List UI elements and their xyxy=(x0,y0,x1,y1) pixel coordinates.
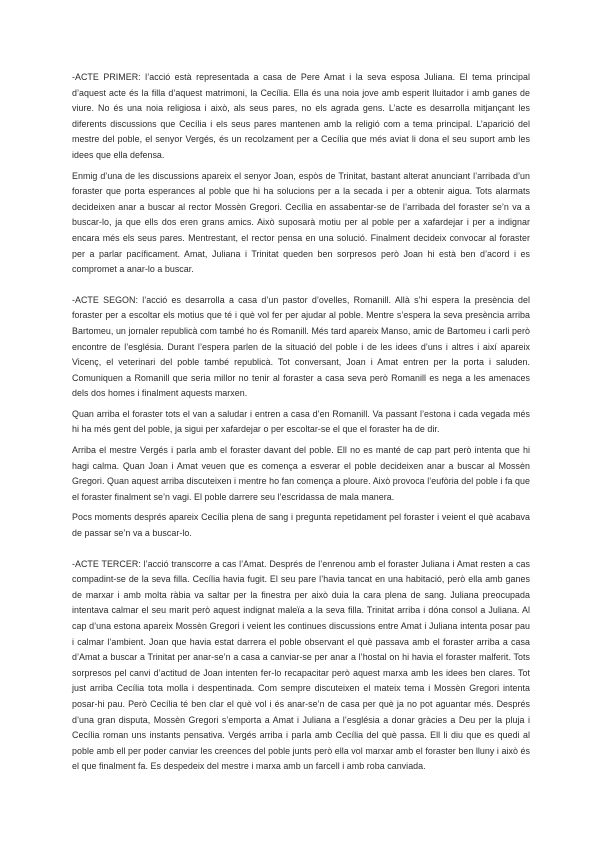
paragraph-acte-primer: -ACTE PRIMER: l’acció està representada a casa de Pere Amat i la seva esposa Juliana. El tema principal d’aquest acte és la filla d’aquest matrimoni, la Cecília. Ella és una noia jove amb esperit lluitador i amb ganes de viure. No és una noia religiosa i això, als seus pares, no els agrada gens. L’acte es desarrolla mitjançant les diferents discussions que Cecília i els seus pares mantenen amb la religió com a tema principal. L’aparició del mestre del poble, el senyor Vergés, és un recolzament per a Cecília que més aviat li dona el seu suport amb les idees que ella defensa. xyxy=(72,72,530,160)
paragraph-acte-segon: -ACTE SEGON: l’acció es desarrolla a casa d’un pastor d’ovelles, Romanill. Allà s’hi espera la presència del foraster per a escoltar els motius que té i què vol fer per ajudar al poble. Mentre s’espera la seva presència arriba Bartomeu, un jornaler republicà com també ho és Romanill. Més tard apareix Manso, amic de Bartomeu i carli però encontre de l’església. Durant l’espera parlen de la situació del poble i de les idees d’uns i altres i així apareix Vicenç, el veterinari del poble també republicà. Tot conversant, Joan i Amat entren per la porta i saluden. Comuniquen a Romanill que seria millor no tenir al foraster a casa seva però Romanill es nega a les amenaces dels dos homes i finalment aquests marxen. xyxy=(72,294,530,399)
paragraph-acte-tercer: -ACTE TERCER: l’acció transcorre a cas l’Amat. Després de l’enrenou amb el foraster Juliana i Amat resten a cas compadint-se de la seva filla. Cecília havia fugit. El seu pare l’havia tancat en una habitació, però ella amb ganes de marxar i amb molta ràbia va saltar per la finestra per això duia la cara plena de sang. Juliana preocupada intentava calmar el seu marit però aquest indignat maleïa a la seva filla. Trinitat arriba i dóna consol a Juliana. Al cap d’una estona apareix Mossèn Gregori i veient les continues discussions entre Amat i Juliana intenta posar pau i calmar l’ambient. Joan que havia estat darrera el poble observant el què passava amb el foraster arriba a casa d’Amat a buscar a Trinitat per anar-se’n a casa a canviar-se per anar a l’hostal on hi havia el foraster malferit. Tots sorpresos pel canvi d’actitud de Joan intenten fer-lo recapacitar però aquest marxa amb les idees ben clares. Tot just arriba Cecília tota molla i despentinada. Com sempre discuteixen el mateix tema i Mossèn Gregori intenta posar-hi pau. Però Cecília té ben clar el què vol i és anar-se’n de casa per què ja no pot aguantar més. Després d’una gran disputa, Mossèn Gregori s’emporta a Amat i Juliana a l’església a donar gràcies a Deu per la pluja i Cecília roman uns instants pensativa. Vergés arriba i parla amb Cecília del què passa. Ell li diu que es quedi al poble amb ell per poder canviar les creences del poble junts però ella vol marxar amb el foraster ben lluny i això és el que finalment fa. Es despedeix del mestre i marxa amb un farcell i amb roba canviada. xyxy=(72,558,530,772)
paragraph-acte-primer-continuation: Enmig d’una de les discussions apareix el senyor Joan, espòs de Trinitat, bastant alterat anunciant l’arribada d’un foraster que porta esperances al poble que hi ha solucions per a la secada i per a obtenir aigua. Tots alarmats decideixen anar a buscar al rector Mossèn Gregori. Cecília en assabentar-se de l’arribada del foraster se’n va a buscar-lo, ja que ells dos eren grans amics. Això suposarà motiu per al poble per a xafardejar i per a indignar encara més els seus pares. Mentrestant, el rector pensa en una solució. Finalment decideix convocar al foraster per a parlar pacíficament. Amat, Juliana i Trinitat queden ben sorpresos però Joan hi està ben d’acord i es compromet a anar-lo a buscar. xyxy=(72,170,530,275)
paragraph-foraster-arrival: Quan arriba el foraster tots el van a saludar i entren a casa d’en Romanill. Va passant l’estona i cada vegada més hi ha més gent del poble, ja sigui per xafardejar o per escoltar-se el que el foraster ha de dir. xyxy=(72,408,530,435)
paragraph-verges-rain: Arriba el mestre Vergés i parla amb el foraster davant del poble. Ell no es manté de cap part però intenta que hi hagi calma. Quan Joan i Amat veuen que es comença a esverar el poble decideixen anar a buscar al Mossèn Gregori. Quan aquest arriba discuteixen i mentre ho fan comença a ploure. Això provoca l’eufòria del poble i fa que el foraster finalment se’n vagi. El poble darrere seu l’escridassa de mala manera. xyxy=(72,445,530,502)
section-divider-space xyxy=(72,283,530,293)
section-divider-space xyxy=(72,547,530,557)
document-page xyxy=(72,70,530,780)
paragraph-cecilia-blood: Pocs moments després apareix Cecília plena de sang i pregunta repetidament pel foraster i veient el què acabava de passar se’n va a buscar-lo. xyxy=(72,512,530,539)
